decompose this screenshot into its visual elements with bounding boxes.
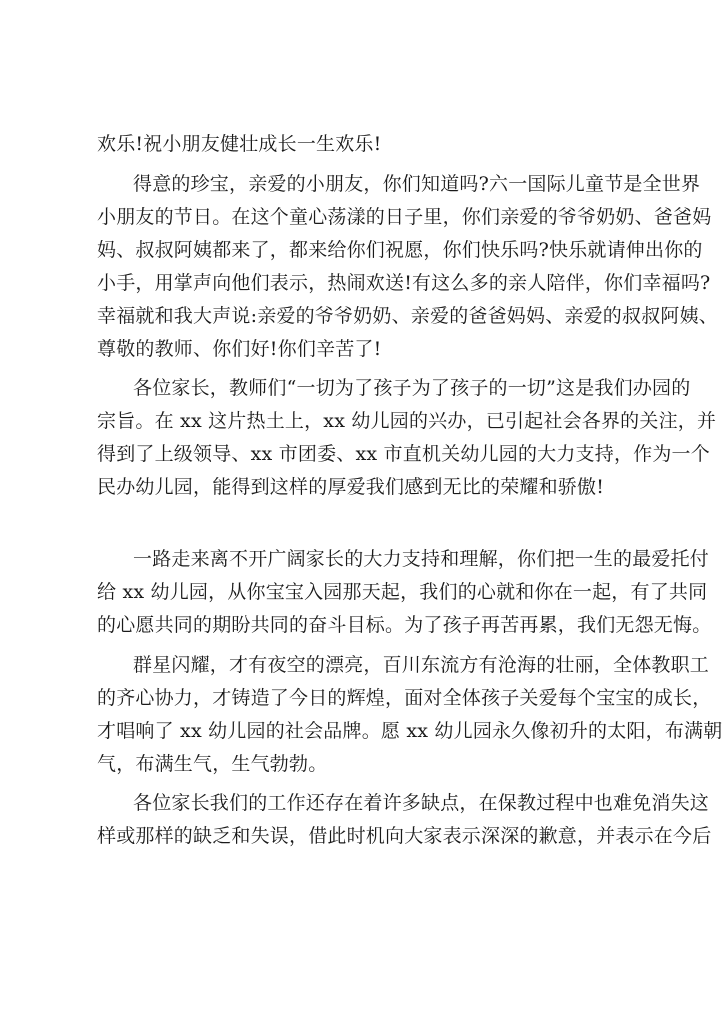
paragraph-first-line: 群星闪耀，才有夜空的漂亮，百川东流方有沧海的壮丽，全体教职工: [133, 654, 710, 676]
text-line: 的齐心协力，才铸造了今日的辉煌，面对全体孩子关爱每个宝宝的成长，: [97, 687, 712, 709]
text-line: 才唱响了 xx 幼儿园的社会品牌。愿 xx 幼儿园永久像初升的太阳，布满朝: [97, 720, 722, 742]
paragraph-first-line: 各位家长我们的工作还存在着许多缺点，在保教过程中也难免消失这: [133, 792, 710, 814]
paragraph-first-line: 得意的珍宝，亲爱的小朋友，你们知道吗?六一国际儿童节是全世界: [133, 173, 701, 195]
text-line: 幸福就和我大声说:亲爱的爷爷奶奶、亲爱的爸爸妈妈、亲爱的叔叔阿姨、: [97, 305, 719, 327]
text-line: 样或那样的缺乏和失误，借此时机向大家表示深深的歉意，并表示在今后: [97, 825, 712, 847]
text-line: 尊敬的教师、你们好!你们辛苦了!: [97, 338, 382, 360]
text-line: 的心愿共同的期盼共同的奋斗目标。为了孩子再苦再累，我们无怨无悔。: [97, 614, 712, 636]
text-line: 气，布满生气，生气勃勃。: [97, 753, 328, 775]
text-line: 小手，用掌声向他们表示，热闹欢送!有这么多的亲人陪伴，你们幸福吗?: [97, 272, 711, 294]
text-line: 小朋友的节日。在这个童心荡漾的日子里，你们亲爱的爷爷奶奶、爸爸妈: [97, 206, 712, 228]
text-line: 民办幼儿园，能得到这样的厚爱我们感到无比的荣耀和骄傲!: [97, 476, 605, 498]
text-line: 欢乐!祝小朋友健壮成长一生欢乐!: [97, 133, 382, 155]
text-line: 宗旨。在 xx 这片热土上，xx 幼儿园的兴办，已引起社会各界的关注，并: [97, 410, 717, 432]
text-line: 得到了上级领导、xx 市团委、xx 市直机关幼儿园的大力支持，作为一个: [97, 443, 710, 465]
text-line: 妈、叔叔阿姨都来了，都来给你们祝愿，你们快乐吗?快乐就请伸出你的: [97, 239, 703, 261]
text-line: 给 xx 幼儿园，从你宝宝入园那天起，我们的心就和你在一起，有了共同: [97, 581, 708, 603]
paragraph-first-line: 一路走来离不开广阔家长的大力支持和理解，你们把一生的最爱托付: [133, 548, 710, 570]
paragraph-first-line: 各位家长，教师们“一切为了孩子为了孩子的一切”这是我们办园的: [133, 377, 691, 399]
